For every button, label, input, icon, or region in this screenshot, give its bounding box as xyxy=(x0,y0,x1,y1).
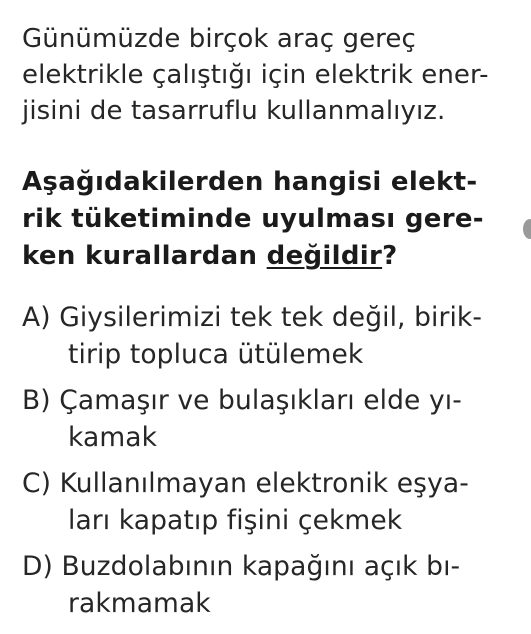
question-line-1: Aşağıdakilerden hangisi elekt- xyxy=(22,167,478,197)
option-b-text-2: kamak xyxy=(68,422,158,453)
question-line-3 xyxy=(22,239,398,273)
intro-line-2: elektrikle çalıştığı için elektrik ener- xyxy=(22,60,489,90)
intro-line-3: jisini de tasarruflu kullanmalıyız. xyxy=(22,96,446,126)
option-b-text-1: Çamaşır ve bulaşıkları elde yı- xyxy=(59,385,462,416)
option-b-letter: B) xyxy=(22,385,51,416)
question-emphasis: değildir xyxy=(266,241,383,271)
option-c-text-1: Kullanılmayan elektronik eşya- xyxy=(59,468,469,499)
option-d-text-1: Buzdolabının kapağını açık bı- xyxy=(61,551,461,582)
intro-line-1: Günümüzde birçok araç gereç xyxy=(22,24,416,54)
question-line-3-prefix: ken kurallardan xyxy=(22,241,267,271)
option-d[interactable] xyxy=(22,550,460,584)
option-c-text-2: ları kapatıp fişini çekmek xyxy=(68,505,403,536)
option-d-text-2: rakmamak xyxy=(68,588,211,619)
option-c-letter: C) xyxy=(22,468,52,499)
option-c[interactable] xyxy=(22,467,469,501)
option-a-letter: A) xyxy=(22,302,51,333)
option-b[interactable] xyxy=(22,384,462,418)
option-a-text-1: Giysilerimizi tek tek değil, birik- xyxy=(59,302,483,333)
scroll-edge-marker xyxy=(523,219,531,239)
question-line-2: rik tüketiminde uyulması gere- xyxy=(22,204,484,234)
option-d-letter: D) xyxy=(22,551,53,582)
option-a[interactable] xyxy=(22,301,482,335)
option-a-text-2: tirip topluca ütülemek xyxy=(68,339,364,370)
question-mark: ? xyxy=(382,241,398,271)
